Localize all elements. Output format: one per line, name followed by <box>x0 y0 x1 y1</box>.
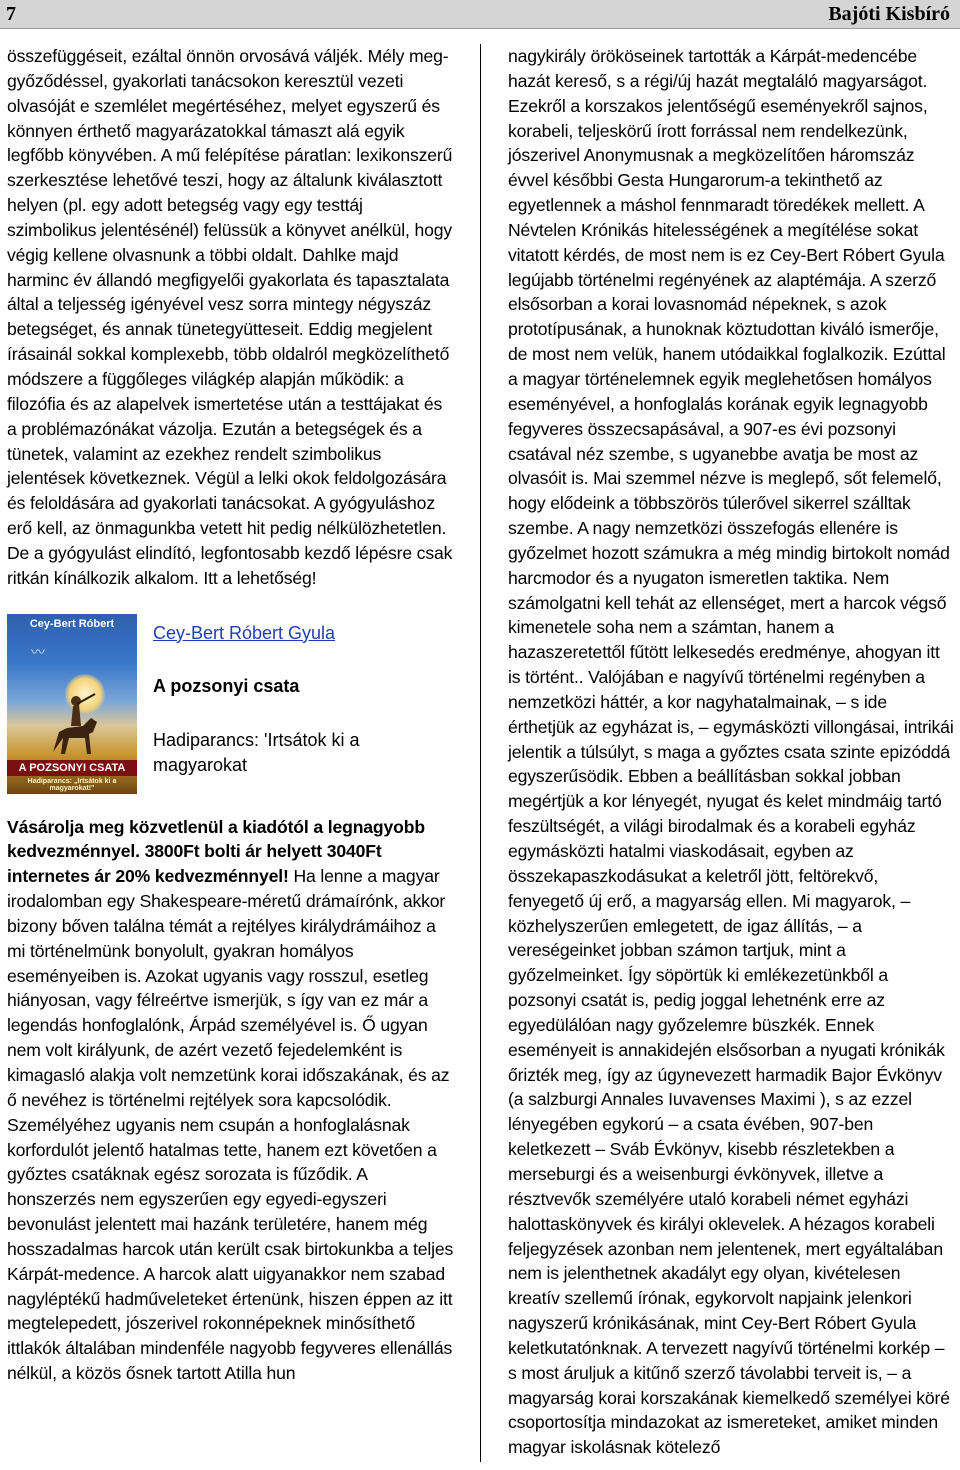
review-text: Ha lenne a magyar irodalomban egy Shakespeare-méretű drámaírónk, akkor bizony bőven találna témát a rejtélyes királydrámáihoz a mi történelmünk bonyolult, gyakran homályos eseményeiben is. Azokat ugyanis vagy rosszul, esetleg hiányosan, vagy félreértve ismerjük, s így van ez már a legendás honfoglalónk, Árpád személyével is. Ő ugyan nem volt királyunk, de azért vezető fejedelemként is kimagasló alakja volt nemzetünk korai időszakának, és az ő nevéhez is történelmi rejtélyek sora kapcsolódik. Személyéhez ugyanis nem csupán a honfoglalásnak korfordulót jelentő hatalmas tette, hanem ezt követően a győztes csatáknak egész sorozata is fűződik. A honszerzés nem egyszerűen egy egyedi-egyszeri bevonulást jelentett mai hazánk területére, hanem még hosszadalmas harcok után került csak birtokunkba a teljes Kárpát-medence. A harcok alatt uigyanakkor nem szabad nagyléptékű hadműveleteket értenünk, hiszen éppen az itt megtelepedett, jószerivel rokonnépeknek minősíthető ittlakók általában mindenféle nagyobb fegyveres ellenállás nélkül, a közös ősnek tartott Atilla hun <box>7 866 454 1384</box>
cover-author: Cey-Bert Róbert <box>29 617 115 630</box>
book-cover-image[interactable] <box>7 614 137 794</box>
cover-subtitle: Hadiparancs: „Irtsátok ki a magyarokat!" <box>27 777 117 792</box>
right-column <box>508 44 954 1460</box>
book-title: A pozsonyi csata <box>153 675 300 696</box>
review-paragraph <box>7 815 455 1386</box>
header-author: Bajóti Kisbíró <box>828 3 950 25</box>
page-header <box>0 0 960 29</box>
left-column <box>7 44 455 1386</box>
intro-paragraph: összefüggéseit, ezáltal önnön orvosává váljék. Mély meg-győződéssel, gyakorlati tanácsokon keresztül vezeti olvasóját e szemlélet megértéséhez, melyet egyszerű és könnyen érthető magyarázatokkal támaszt alá egyik legfőbb könyvében. A mű felépítése páratlan: lexikonszerű szerkesztése lehetővé teszi, hogy az általunk kiválasztott helyen (pl. egy adott betegség vagy egy testtáj szimbolikus jelentésénél) felüssük a könyvet anélkül, hogy végig kellene olvasnunk a többi oldalt. Dahlke majd harminc év állandó megfigyelői gyakorlata és tapasztalata által a teljesség igényével vesz sorra mintegy négyszáz betegséget, és annak tünetegyütteseit. Eddig megjelent írásainál sokkal komplexebb, több oldalról megközelíthető módszere a függőleges világkép alapján működik: a filozófia és az alapelvek ismertetése után a testtájakat és a problémazónákat vázolja. Ezután a betegségek és a tünetek, valamint az ezekhez rendelt szimbolikus jelentések következnek. Végül a lelki okok feldolgozására és feloldására ad gyakorlati tanácsokat. A gyógyuláshoz erő kell, az önmagunkba vetett hit pedig nélkülözhetetlen. De a gyógyulást elindító, legfontosabb kezdő lépésre csak ritkán kínálkozik alkalom. Itt a lehetőség! <box>7 46 453 588</box>
book-promo <box>7 597 455 815</box>
book-subtitle: Hadiparancs: 'Irtsátok ki a magyarokat <box>153 729 360 775</box>
horse-rider-icon <box>47 692 101 762</box>
page-number: 7 <box>6 3 16 25</box>
column-divider <box>480 44 481 1462</box>
bird-icon: 〰 <box>31 643 45 660</box>
book-author-link[interactable]: Cey-Bert Róbert Gyula <box>153 622 336 643</box>
review-continuation: nagykirály örököseinek tartották a Kárpát-medencébe hazát kereső, s a régi/új hazát megtaláló magyarságot. Ezekről a korszakos jelentőségű eseményekről sajnos, korabeli, teljeskörű írott forrással nem rendelkezünk, jószerivel Anonymusnak a megközelítően háromszáz évvel későbbi Gesta Hungarorum-a tekinthető az egyetlennek a máshol fennmaradt töredékek mellett. A Névtelen Krónikás hitelességének a megítélése sokat vitatott kérdés, de most nem is ez Cey-Bert Róbert Gyula legújabb történelmi regényének az alaptémája. A szerző elsősorban a korai lovasnomád népeknek, s azok prototípusának, a hunoknak köztudottan kiváló ismerője, de most nem velük, hanem utódaikkal foglalkozik. Ezúttal a magyar történelemnek egyik meglehetősen homályos eseményével, a honfoglalás korának egyik legnagyobb fegyveres összecsapásával, a 907-es évi pozsonyi csatával néz szembe, s ugyanebbe avatja be most az olvasóit is. Mai szemmel nézve is meglepő, sőt felemelő, hogy elődeink a többszörös túlerővel sikerrel szálltak szembe. A nagy nemzetközi összefogás ellenére is győzelmet hozott számukra a még mindig birtokolt nomád harcmodor és a nyugaton ismeretlen taktika. Nem számolgatni kell tehát az ellenséget, mert a harcok végső kimenetele soha nem a számtan, hanem a hazaszeretettől fűtött lelkesedés eredménye, ahogyan itt is történt.. Valójában e nagyívű történelmi regényben a nemzetközi háttér, a kor nagyhatalmainak, – s ide érthetjük az egyházat is, – egymásközti villongásai, intrikái jelentik a túlsúlyt, s maga a győztes csata szinte epizóddá egyszerűsödik. Ebben a beállításban sokkal jobban megértjük a kor lényegét, nyugat és kelet mindmáig tartó feszültségét, a világi birodalmak és a korabeli egyház egymásközti hatalmi viaskodásait, egyben az összekapaszkodásukat a keletről jött, feltörekvő, fenyegető új erő, a magyarság ellen. Mi magyarok, – közhelyszerűen emlegetett, de igaz állítás, – a vereségeinket jobban számon tartjuk, mint a győzelmeinket. Így söpörtük ki emlékezetünkből a pozsonyi csatát is, pedig joggal lehetnénk erre az egyedülálóan nagy győzelemre büszkék. Ennek eseményeit is annakidején elsősorban a nyugati krónikák őrizték meg, így az úgynevezett harmadik Bajor Évkönyv (a salzburgi Annales Iuvavenses Maximi ), s az ezzel lényegében egykorú – a csata évében, 907-ben keletkezett – Sváb Évkönyv, kisebb részletekben a merseburgi és a weisenburgi évkönyvek, illetve a résztvevők személyére utaló korabeli német egyházi halottaskönyvek és királyi oklevelek. A hézagos korabeli feljegyzések azonban nem jelentenek, mert egyáltalában nem is jelenthetnek akadályt egy olyan, kivételesen kreatív szellemű írónak, egykorvolt napjaink jelenkori nagyszerű krónikásának, mint Cey-Bert Róbert Gyula keletkutatónknak. A tervezett nagyívű történelmi korkép – s most áruljuk a kitűnő szerző távolabbi terveit is, – a magyarság korai korszakának kiemelkedő személyei köré csoportosítja mindazokat az ismereteket, amiket minden magyar iskolásnak kötelező <box>508 46 954 1458</box>
cover-title: A POZSONYI CSATA <box>7 760 137 776</box>
offer-text: Vásárolja meg közvetlenül a kiadótól a legnagyobb kedvezménnyel. 3800Ft bolti ár helyett 3040Ft internetes ár 20% kedvezménnyel! <box>7 816 425 887</box>
